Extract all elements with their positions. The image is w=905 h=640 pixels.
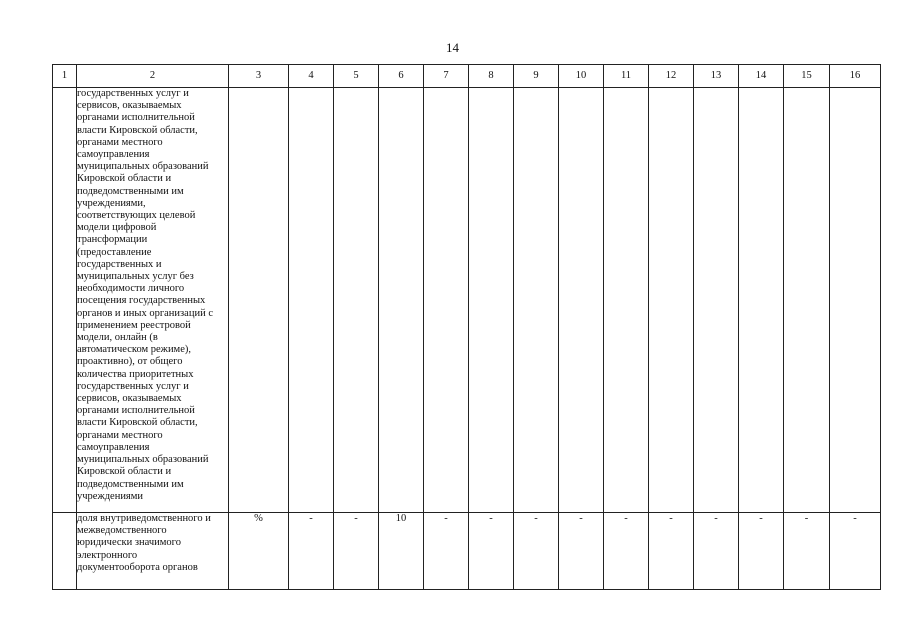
value-cell: 10 bbox=[379, 513, 424, 590]
header-cell: 9 bbox=[514, 65, 559, 88]
row-number-cell bbox=[53, 513, 77, 590]
table-header-row bbox=[53, 65, 881, 88]
value-cell bbox=[649, 88, 694, 513]
value-cell bbox=[514, 88, 559, 513]
table-row bbox=[53, 513, 881, 590]
indicator-name-cell: государственных услуг и сервисов, оказываемых органами исполнительной власти Кировской области, органами местного самоуправления муниципальных образований Кировской области и подведомственными им учреждениями, соответствующих целевой модели цифровой трансформации (предоставление государственных и муниципальных услуг без необходимости личного посещения государственных органов и иных организаций с применением реестровой модели, онлайн (в автоматическом режиме), проактивно), от общего количества приоритетных государственных услуг и сервисов, оказываемых органами исполнительной власти Кировской области, органами местного самоуправления муниципальных образований Кировской области и подведомственными им учреждениями bbox=[77, 88, 229, 513]
value-cell: - bbox=[739, 513, 784, 590]
header-cell: 3 bbox=[229, 65, 289, 88]
value-cell bbox=[739, 88, 784, 513]
header-cell: 6 bbox=[379, 65, 424, 88]
value-cell: - bbox=[334, 513, 379, 590]
value-cell bbox=[784, 88, 830, 513]
header-cell: 16 bbox=[830, 65, 881, 88]
value-cell bbox=[830, 88, 881, 513]
indicator-table bbox=[52, 64, 881, 590]
value-cell: - bbox=[514, 513, 559, 590]
header-cell: 8 bbox=[469, 65, 514, 88]
header-cell: 10 bbox=[559, 65, 604, 88]
value-cell bbox=[289, 88, 334, 513]
row-number-cell bbox=[53, 88, 77, 513]
header-cell: 2 bbox=[77, 65, 229, 88]
header-cell: 14 bbox=[739, 65, 784, 88]
value-cell: - bbox=[694, 513, 739, 590]
header-cell: 15 bbox=[784, 65, 830, 88]
unit-cell: % bbox=[229, 513, 289, 590]
table-row bbox=[53, 88, 881, 513]
value-cell: - bbox=[649, 513, 694, 590]
value-cell bbox=[559, 88, 604, 513]
indicator-name-cell: доля внутриведомственного и межведомственного юридически значимого электронного документооборота органов bbox=[77, 513, 229, 590]
value-cell bbox=[424, 88, 469, 513]
header-cell: 11 bbox=[604, 65, 649, 88]
unit-cell bbox=[229, 88, 289, 513]
value-cell bbox=[469, 88, 514, 513]
header-cell: 12 bbox=[649, 65, 694, 88]
header-cell: 7 bbox=[424, 65, 469, 88]
value-cell: - bbox=[289, 513, 334, 590]
value-cell: - bbox=[424, 513, 469, 590]
value-cell: - bbox=[784, 513, 830, 590]
value-cell bbox=[379, 88, 424, 513]
header-cell: 13 bbox=[694, 65, 739, 88]
value-cell bbox=[694, 88, 739, 513]
header-cell: 1 bbox=[53, 65, 77, 88]
value-cell: - bbox=[469, 513, 514, 590]
header-cell: 5 bbox=[334, 65, 379, 88]
value-cell: - bbox=[559, 513, 604, 590]
page-number: 14 bbox=[446, 40, 459, 55]
value-cell bbox=[604, 88, 649, 513]
header-cell: 4 bbox=[289, 65, 334, 88]
value-cell bbox=[334, 88, 379, 513]
value-cell: - bbox=[830, 513, 881, 590]
value-cell: - bbox=[604, 513, 649, 590]
